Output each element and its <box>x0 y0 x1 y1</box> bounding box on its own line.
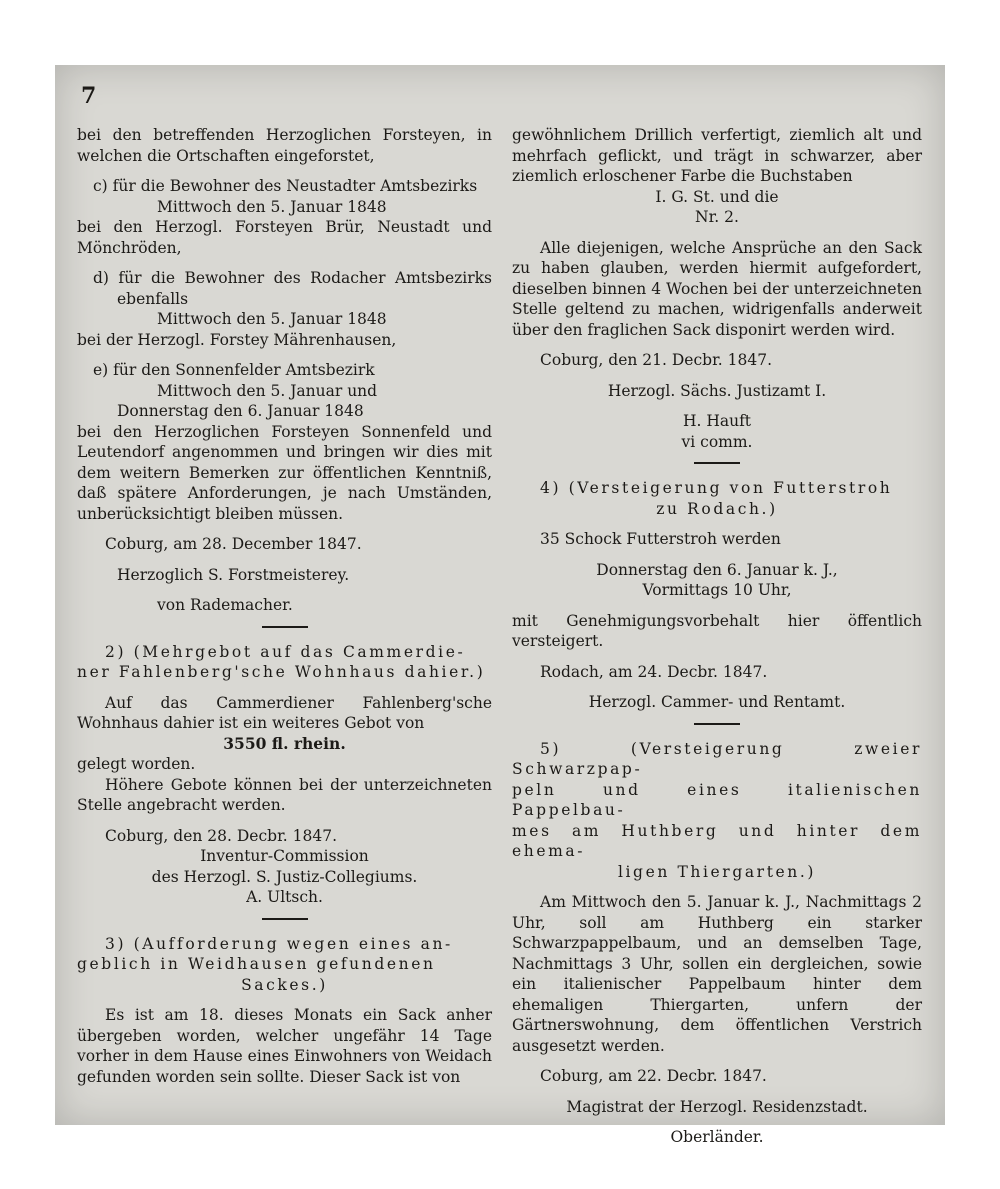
item-e-date2: Donnerstag den 6. Januar 1848 <box>117 402 364 420</box>
notice2-authority1: Inventur-Commission <box>200 847 369 865</box>
item-c-label: c) für die Bewohner des Neustadter Amtsbezirks <box>93 177 478 195</box>
section-divider <box>262 626 308 628</box>
notice4-body: 35 Schock Futterstroh werden <box>540 530 781 548</box>
notice3-letters: I. G. St. und die <box>655 187 779 206</box>
notice3-signature1: H. Hauft <box>682 412 752 430</box>
notice2-body3: Höhere Gebote können bei der unterzeichneten Stelle angebracht werden. <box>77 775 492 814</box>
left-column <box>77 125 492 1087</box>
notice3-number: Nr. 2. <box>695 208 739 226</box>
notice2-place-date: Coburg, den 28. Decbr. 1847. <box>105 826 338 845</box>
section-divider <box>694 462 740 464</box>
right-column <box>512 125 922 1148</box>
page-number: 7 <box>81 83 97 109</box>
notice4-body2: mit Genehmigungsvorbehalt hier öffentlich versteigert. <box>512 611 922 650</box>
notice3-place-date: Coburg, den 21. Decbr. 1847. <box>540 351 773 369</box>
item-e-label: e) für den Sonnenfelder Amtsbezirk <box>93 361 375 379</box>
notice5-place-date: Coburg, am 22. Decbr. 1847. <box>540 1067 767 1085</box>
notice3-heading-line2: geblich in Weidhausen gefundenen <box>77 955 436 973</box>
notice2-amount: 3550 fl. rhein. <box>223 733 346 753</box>
notice5-heading-line2: peln und eines italienischen Pappelbau- <box>512 780 922 819</box>
section-divider <box>262 918 308 920</box>
notice3-heading-line3: Sackes.) <box>241 975 328 994</box>
item-c-place: bei den Herzogl. Forsteyen Brür, Neustadt und Mönchröden, <box>77 218 492 257</box>
notice1-signature: von Rademacher. <box>157 596 293 614</box>
notice5-authority: Magistrat der Herzogl. Residenzstadt. <box>566 1097 868 1116</box>
notice3-body: Es ist am 18. dieses Monats ein Sack anher übergeben worden, welcher ungefähr 14 Tage vorher in dem Hause eines Einwohners von Weidach gefunden worden sein sollte. Dieser Sack ist von <box>77 1006 492 1086</box>
notice5-heading-line1: 5) (Versteigerung zweier Schwarzpap- <box>512 739 922 778</box>
item-e-date1: Mittwoch den 5. Januar und <box>157 381 378 400</box>
notice3-cont-body: gewöhnlichem Drillich verfertigt, ziemlich alt und mehrfach geflickt, und trägt in schwarzer, aber ziemlich erloschener Farbe die Buchstaben <box>512 126 922 185</box>
notice4-authority: Herzogl. Cammer- und Rentamt. <box>588 693 846 711</box>
notice3-body2: Alle diejenigen, welche Ansprüche an den Sack zu haben glauben, werden hiermit aufgefordert, dieselben binnen 4 Wochen bei der unterzeichneten Stelle geltend zu machen, widrigenfalls anderweit über den fraglichen Sack disponirt werden wird. <box>512 238 922 339</box>
notice4-date2: Vormittags 10 Uhr, <box>642 581 792 599</box>
item-e-body: bei den Herzoglichen Forsteyen Sonnenfeld und Leutendorf angenommen und bringen wir dies mit dem weitern Bemerken zur öffentlichen Kenntniß, daß spätere Anforderungen, je nach Umständen, unberücksichtigt bleiben müssen. <box>77 422 492 523</box>
notice5-heading-line3: mes am Huthberg und hinter dem ehema- <box>512 821 922 860</box>
item-c-date: Mittwoch den 5. Januar 1848 <box>157 197 387 216</box>
notice3-signature2: vi comm. <box>681 432 753 451</box>
notice2-body: Auf das Cammerdiener Fahlenberg'sche Wohnhaus dahier ist ein weiteres Gebot von <box>77 693 492 732</box>
notice4-place-date: Rodach, am 24. Decbr. 1847. <box>540 662 768 681</box>
notice2-body2: gelegt worden. <box>77 755 196 773</box>
notice2-authority2: des Herzogl. S. Justiz-Collegiums. <box>151 867 418 886</box>
notice2-heading-line2: ner Fahlenberg'sche Wohnhaus dahier.) <box>77 663 486 681</box>
notice2-heading-line1: 2) (Mehrgebot auf das Cammerdie- <box>105 642 466 661</box>
notice5-body: Am Mittwoch den 5. Januar k. J., Nachmittags 2 Uhr, soll am Huthberg ein starker Schwarzpappelbaum, und an demselben Tage, Nachmittags 3 Uhr, sollen ein dergleichen, sowie ein italienischer Pappelbaum hinter dem ehemaligen Thiergarten, unfern der Gärtnerswohnung, dem öffentlichen Verstrich ausgesetzt werden. <box>512 893 922 1055</box>
notice4-date1: Donnerstag den 6. Januar k. J., <box>596 560 838 579</box>
notice5-signature: Oberländer. <box>670 1128 764 1146</box>
document-page <box>55 65 945 1146</box>
item-d-date: Mittwoch den 5. Januar 1848 <box>157 310 387 328</box>
notice1-authority: Herzoglich S. Forstmeisterey. <box>117 565 350 584</box>
notice3-authority: Herzogl. Sächs. Justizamt I. <box>607 381 827 400</box>
notice5-heading-line4: ligen Thiergarten.) <box>617 862 817 881</box>
notice4-heading-line1: 4) (Versteigerung von Futterstroh <box>540 479 893 497</box>
notice3-heading-line1: 3) (Aufforderung wegen eines an- <box>105 934 453 953</box>
notice4-heading-line2: zu Rodach.) <box>656 499 778 518</box>
notice1-place-date: Coburg, am 28. December 1847. <box>105 535 362 553</box>
intro-text: bei den betreffenden Herzoglichen Forsteyen, in welchen die Ortschaften eingeforstet, <box>77 126 492 165</box>
notice2-signature: A. Ultsch. <box>246 888 323 906</box>
item-d-label: d) für die Bewohner des Rodacher Amtsbezirks ebenfalls <box>93 269 492 308</box>
item-d-place: bei der Herzogl. Forstey Mährenhausen, <box>77 330 397 349</box>
section-divider <box>694 723 740 725</box>
